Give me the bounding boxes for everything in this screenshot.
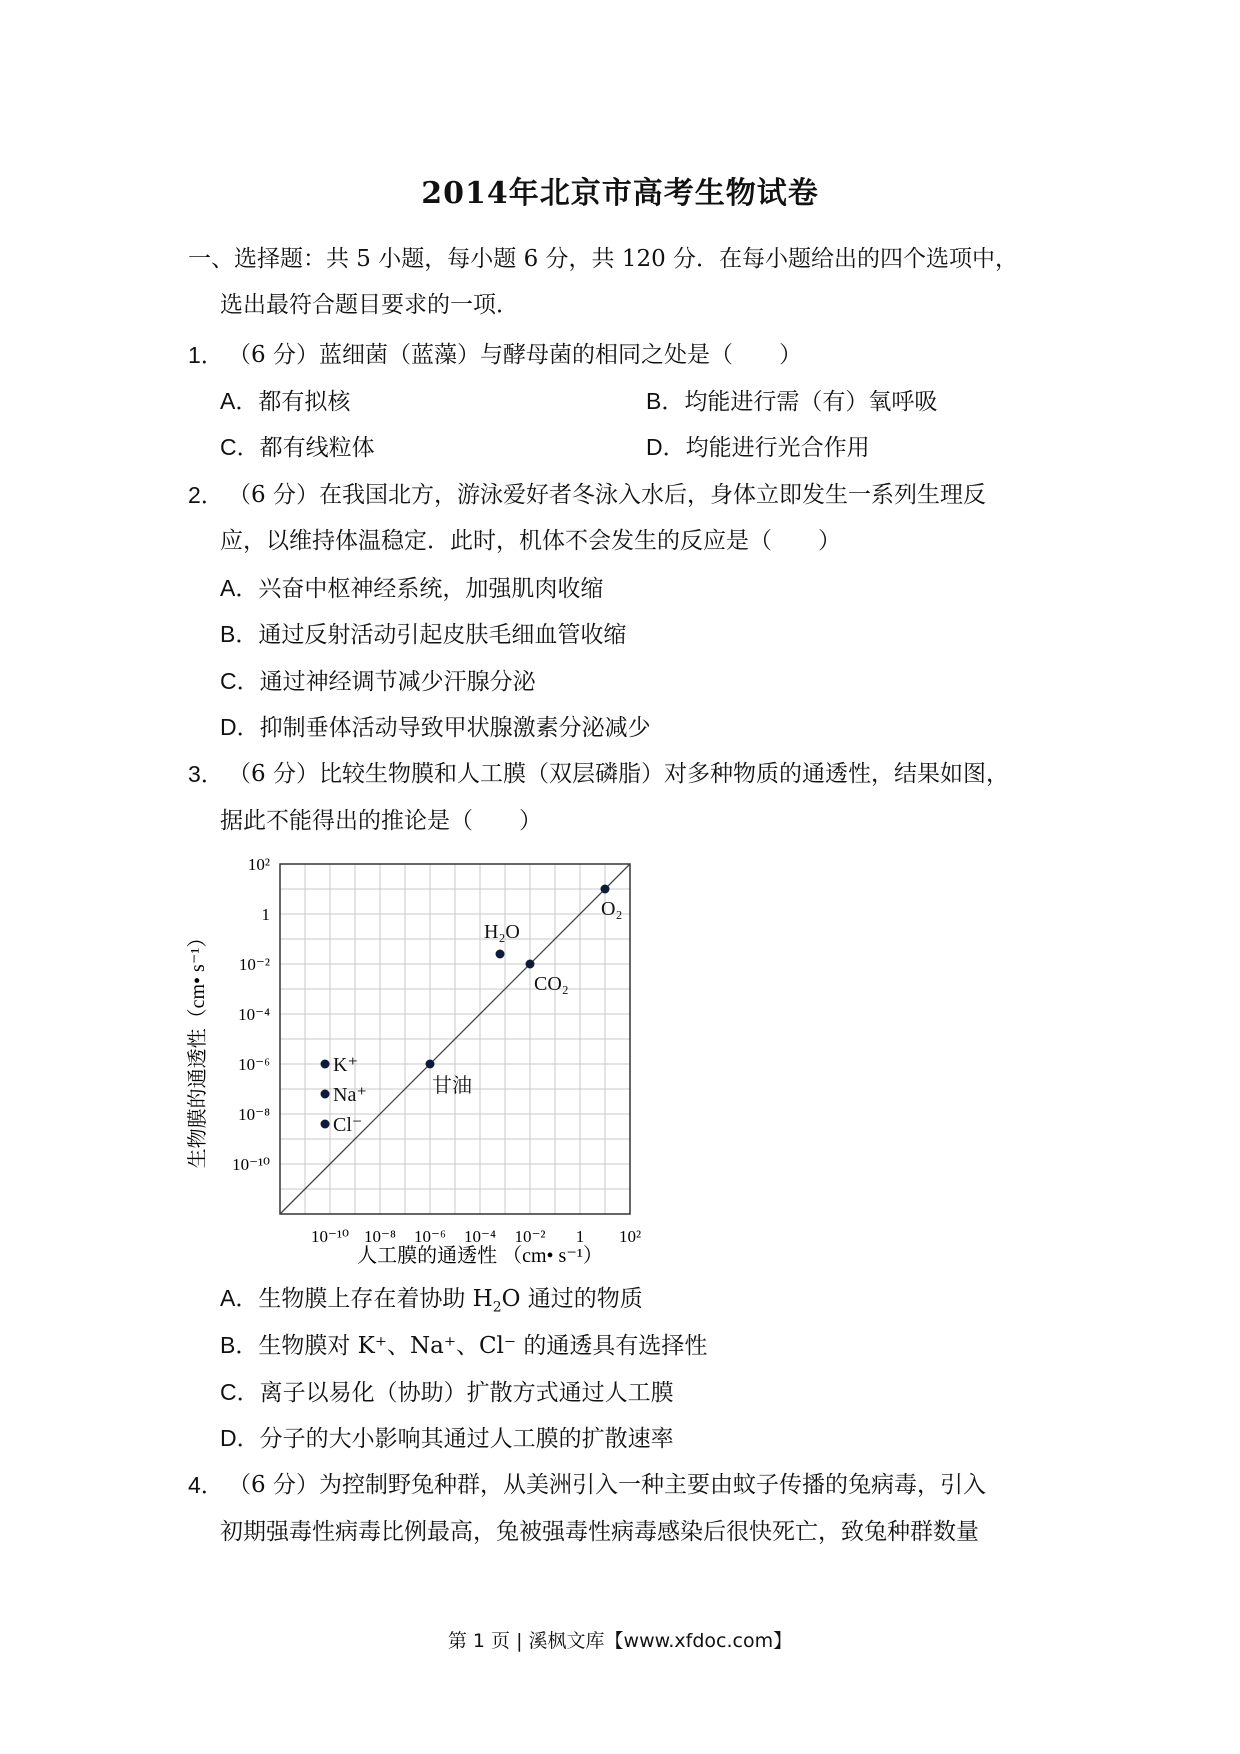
data-points bbox=[321, 885, 623, 1137]
option-text-pre: 生物膜上存在着协助 H bbox=[258, 1286, 493, 1312]
y-tick-label: 1 bbox=[261, 905, 270, 924]
data-point-label: H₂O bbox=[484, 921, 520, 943]
data-point-label: 甘油 bbox=[432, 1075, 472, 1097]
x-axis-ticks bbox=[311, 1227, 641, 1246]
option-text: 离子以易化（协助）扩散方式通过人工膜 bbox=[259, 1380, 674, 1406]
x-tick-label: 10⁻¹⁰ bbox=[311, 1227, 349, 1246]
question-4-number: 4． bbox=[188, 1472, 224, 1498]
question-2-option-a bbox=[220, 573, 603, 604]
option-text: 通过神经调节减少汗腺分泌 bbox=[259, 669, 536, 695]
question-3-number: 3． bbox=[188, 761, 224, 787]
x-tick-label: 1 bbox=[575, 1227, 585, 1246]
data-point-label: O₂ bbox=[601, 898, 623, 920]
data-point-label: CO₂ bbox=[534, 973, 569, 995]
question-1-number: 1． bbox=[188, 342, 224, 368]
y-tick-label: 10² bbox=[247, 858, 270, 874]
subscript: 2 bbox=[492, 1299, 502, 1316]
x-tick-label: 10⁻⁴ bbox=[464, 1227, 496, 1246]
question-2-stem-line1: （6 分）在我国北方，游泳爱好者冬泳入水后，身体立即发生一系列生理反 bbox=[228, 482, 986, 508]
y-axis-ticks bbox=[232, 858, 270, 1174]
option-letter: C． bbox=[220, 434, 260, 460]
question-2-option-d bbox=[220, 712, 651, 743]
question-1-option-d bbox=[646, 432, 870, 463]
x-tick-label: 10⁻² bbox=[514, 1227, 546, 1246]
option-letter: C． bbox=[220, 668, 260, 694]
option-letter: D． bbox=[646, 434, 686, 460]
option-letter: A． bbox=[220, 1285, 259, 1311]
option-text: 生物膜对 K⁺、Na⁺、Cl⁻ 的通透具有选择性 bbox=[258, 1333, 708, 1359]
question-2-option-c bbox=[220, 666, 536, 697]
option-letter: B． bbox=[220, 1332, 259, 1358]
question-3-stem-line1: （6 分）比较生物膜和人工膜（双层磷脂）对多种物质的通透性，结果如图， bbox=[228, 761, 1009, 787]
section-heading-line1: 一、选择题：共 5 小题，每小题 6 分，共 120 分．在每小题给出的四个选项中， bbox=[188, 246, 1019, 272]
question-2-option-b bbox=[220, 619, 626, 650]
option-letter: B． bbox=[220, 621, 259, 647]
question-3-option-b bbox=[220, 1330, 707, 1361]
option-text: 分子的大小影响其通过人工膜的扩散速率 bbox=[259, 1426, 674, 1452]
question-3-option-a bbox=[220, 1283, 643, 1323]
question-2-number: 2． bbox=[188, 482, 224, 508]
question-3-option-c bbox=[220, 1377, 674, 1408]
data-point bbox=[601, 885, 610, 894]
option-letter: A． bbox=[220, 388, 259, 414]
y-tick-label: 10⁻⁸ bbox=[238, 1105, 270, 1124]
permeability-scatter-chart bbox=[180, 858, 660, 1278]
data-point bbox=[526, 960, 535, 969]
option-text: 通过反射活动引起皮肤毛细血管收缩 bbox=[258, 622, 627, 648]
data-point bbox=[426, 1060, 435, 1069]
option-letter: D． bbox=[220, 714, 260, 740]
question-1-option-a bbox=[220, 386, 350, 417]
option-text: 都有线粒体 bbox=[259, 435, 375, 461]
data-point-label: Cl⁻ bbox=[333, 1114, 363, 1136]
data-point-label: K⁺ bbox=[333, 1054, 358, 1076]
option-letter: C． bbox=[220, 1379, 260, 1405]
data-point-label: Na⁺ bbox=[333, 1084, 367, 1106]
data-point bbox=[496, 950, 505, 959]
data-point bbox=[321, 1120, 330, 1129]
x-tick-label: 10⁻⁶ bbox=[414, 1227, 446, 1246]
page-footer: 第 1 页 | 溪枫文库【www.xfdoc.com】 bbox=[447, 1630, 793, 1652]
question-3-stem-line2: 据此不能得出的推论是（ ） bbox=[220, 808, 542, 834]
y-tick-label: 10⁻² bbox=[238, 955, 270, 974]
x-axis-label: 人工膜的通透性 （cm• s⁻¹） bbox=[357, 1245, 603, 1267]
question-1-stem: （6 分）蓝细菌（蓝藻）与酵母菌的相同之处是（ ） bbox=[228, 342, 802, 368]
option-text-post: O 通过的物质 bbox=[501, 1286, 643, 1312]
x-tick-label: 10⁻⁸ bbox=[364, 1227, 396, 1246]
data-point bbox=[321, 1090, 330, 1099]
y-tick-label: 10⁻⁴ bbox=[238, 1005, 270, 1024]
y-tick-label: 10⁻⁶ bbox=[238, 1055, 270, 1074]
y-tick-label: 10⁻¹⁰ bbox=[232, 1155, 270, 1174]
option-text: 兴奋中枢神经系统，加强肌肉收缩 bbox=[258, 576, 604, 602]
option-letter: B． bbox=[646, 388, 685, 414]
question-4-stem-line1: （6 分）为控制野兔种群，从美洲引入一种主要由蚊子传播的兔病毒，引入 bbox=[228, 1472, 986, 1498]
option-text: 都有拟核 bbox=[258, 389, 351, 415]
question-1-option-b bbox=[646, 386, 937, 417]
question-4-stem-line2: 初期强毒性病毒比例最高，兔被强毒性病毒感染后很快死亡，致兔种群数量 bbox=[220, 1519, 979, 1545]
question-3-option-d bbox=[220, 1423, 674, 1454]
option-letter: A． bbox=[220, 575, 259, 601]
section-heading-line2: 选出最符合题目要求的一项． bbox=[220, 292, 519, 318]
option-letter: D． bbox=[220, 1425, 260, 1451]
x-tick-label: 10² bbox=[618, 1227, 642, 1246]
option-text: 均能进行光合作用 bbox=[685, 435, 870, 461]
question-2-stem-line2: 应，以维持体温稳定．此时，机体不会发生的反应是（ ） bbox=[220, 528, 841, 554]
y-axis-label: 生物膜的通透性（cm• s⁻¹） bbox=[187, 927, 209, 1169]
option-text: 抑制垂体活动导致甲状腺激素分泌减少 bbox=[259, 715, 651, 741]
data-point bbox=[321, 1060, 330, 1069]
question-1-option-c bbox=[220, 432, 375, 463]
option-text: 均能进行需（有）氧呼吸 bbox=[684, 389, 938, 415]
page-title: 2014年北京市高考生物试卷 bbox=[421, 176, 819, 211]
